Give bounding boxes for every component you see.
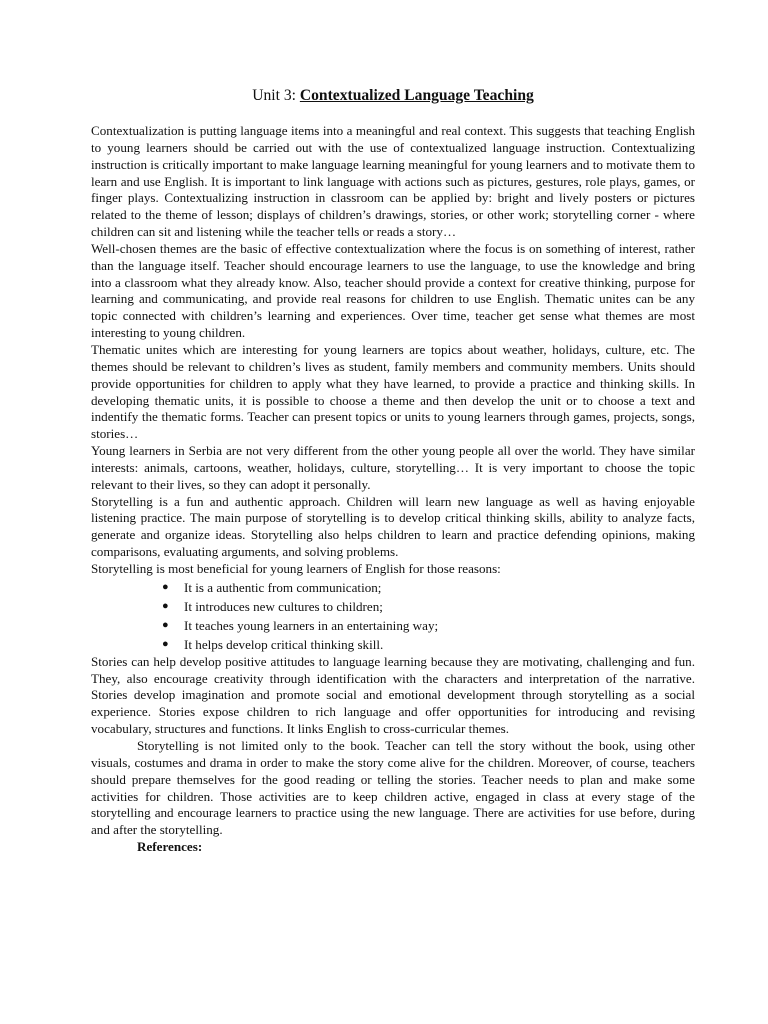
page-title xyxy=(91,86,695,106)
list-item xyxy=(91,578,695,597)
bullet-icon: ● xyxy=(162,618,169,631)
list-item-text: It helps develop critical thinking skill. xyxy=(184,636,384,652)
paragraph-stories-benefits: Stories can help develop positive attitudes to language learning because they are motivating, challenging and fun. They, also encourage creativity through identification with the characters and interpretation of the narrative. Stories develop imagination and promote social and emotional development through storytelling as a social experience. Stories expose children to rich language and offer opportunities for introducing and revising vocabulary, structures and functions. It links English to cross-curricular themes. xyxy=(91,653,695,737)
list-item xyxy=(91,597,695,616)
bullet-icon: ● xyxy=(162,580,169,593)
paragraph-themes: Well-chosen themes are the basic of effective contextualization where the focus is on something of interest, rather than the language itself. Teacher should encourage learners to use the language, to use the knowledge and bring into a classroom what they already know. Also, teacher should provide a context for creative thinking, purpose for learning and communicating, and provide real reasons for children to use English. Thematic unites can be any topic connected with children’s learning and experiences. Over time, teacher get sense what themes are most interesting to young children. xyxy=(91,240,695,341)
references-heading: References: xyxy=(137,839,203,855)
list-item xyxy=(91,635,695,654)
paragraph-storytelling-without-book: Storytelling is not limited only to the book. Teacher can tell the story without the book, using other visuals, costumes and drama in order to make the story come alive for the children. Moreover, of course, teachers should prepare themselves for the good reading or telling the stories. Teacher needs to plan and make some activities for children. Those activities are to keep children active, engaged in class at every stage of the storytelling and encourage learners to practice using the new language. There are activities for use before, during and after the storytelling. xyxy=(91,738,695,838)
paragraph-contextualization: Contextualization is putting language items into a meaningful and real context. This suggests that teaching English to young learners should be carried out with the use of contextualized language instruction. Contextualizing instruction is critically important to make language learning meaningful for young learners and to motivate them to learn and use English. It is important to link language with actions such as pictures, gestures, role plays, games, or finger plays. Contextualizing instruction in classroom can be applied by: bright and lively posters or pictures related to the theme of lesson; displays of children’s drawings, stories, or other work; storytelling corner - where children can sit and listening while the teacher tells or reads a story… xyxy=(91,123,695,240)
list-item-text: It teaches young learners in an entertaining way; xyxy=(184,617,439,633)
title-main: Contextualized Language Teaching xyxy=(299,87,534,104)
paragraph-storytelling: Storytelling is a fun and authentic approach. Children will learn new language as well as having enjoyable listening practice. The main purpose of storytelling is to develop critical thinking skills, ability to analyze facts, generate and organize ideas. Storytelling also helps children to learn and practice defending opinions, making comparisons, evaluating arguments, and solving problems. xyxy=(91,493,695,560)
list-item-text: It is a authentic from communication; xyxy=(184,579,382,595)
paragraph-storytelling-reasons: Storytelling is most beneficial for young learners of English for those reasons: xyxy=(91,560,501,576)
list-item-text: It introduces new cultures to children; xyxy=(184,598,383,614)
document-page xyxy=(91,86,695,856)
reasons-list xyxy=(91,578,695,654)
title-prefix: Unit 3: xyxy=(252,87,300,104)
paragraph-thematic-units: Thematic unites which are interesting for young learners are topics about weather, holidays, culture, etc. The themes should be relevant to children’s lives as student, family members and community members. Units should provide opportunities for children to apply what they have learned, to provide a practice and thinking skills. In developing thematic units, it is possible to choose a theme and then develop the unit or to choose a text and indentify the thematic forms. Teacher can present topics or units to young learners through games, projects, songs, stories… xyxy=(91,341,695,442)
bullet-icon: ● xyxy=(162,599,169,612)
bullet-icon: ● xyxy=(162,637,169,650)
list-item xyxy=(91,616,695,635)
paragraph-young-learners-serbia: Young learners in Serbia are not very different from the other young people all over the world. They have similar interests: animals, cartoons, weather, holidays, culture, storytelling… It is very important to choose the topic relevant to their lives, so they can adopt it personally. xyxy=(91,443,695,492)
